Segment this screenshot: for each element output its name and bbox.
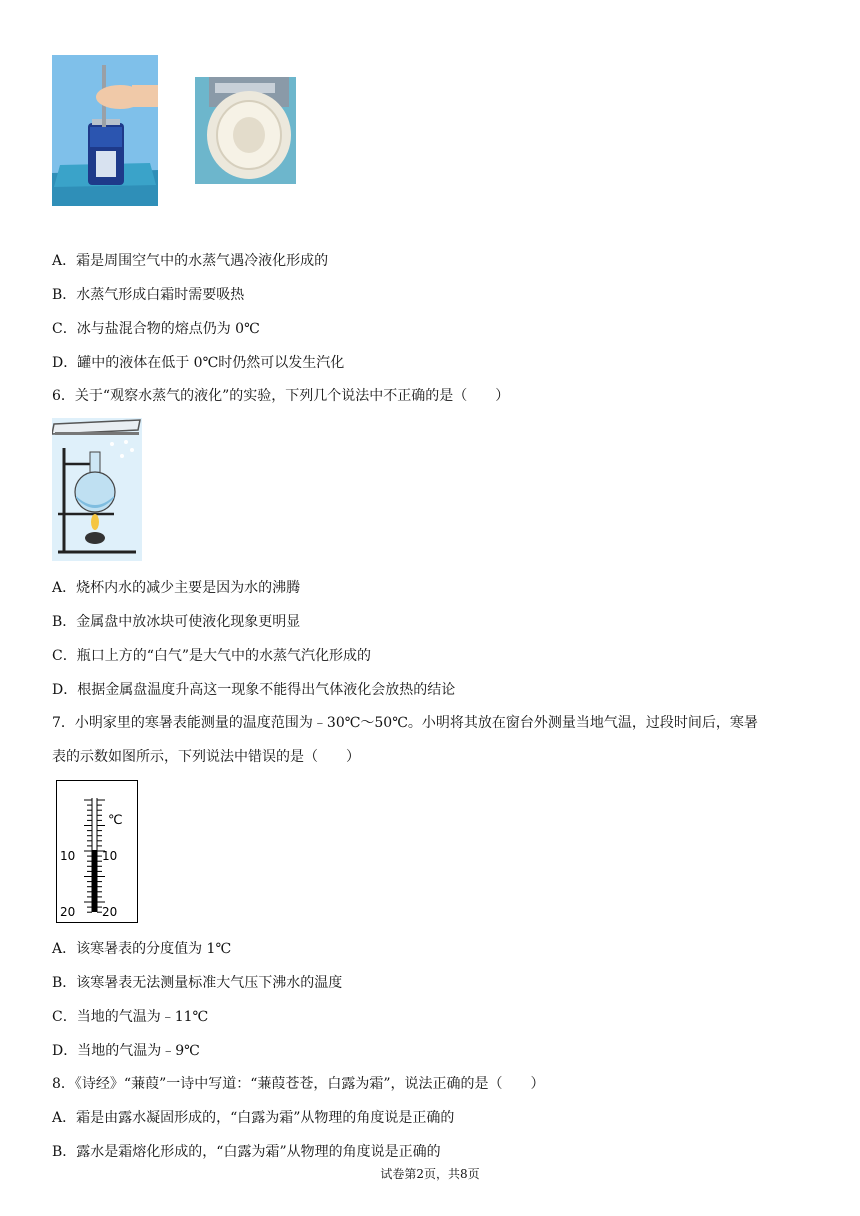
thermometer-label-20-right: 20 — [102, 905, 118, 919]
q5-option-b: B．水蒸气形成白霜时需要吸热 — [52, 287, 245, 303]
thermometer-label-10-left: 10 — [60, 849, 76, 863]
q7-stem-line1: 7．小明家里的寒暑表能测量的温度范围为﹣30℃～50℃。小明将其放在窗台外测量当地气温，过段时间后，寒暑 — [52, 715, 758, 731]
q7-option-c: C．当地的气温为﹣11℃ — [52, 1009, 209, 1025]
q5-option-d: D．罐中的液体在低于 0℃时仍然可以发生汽化 — [52, 355, 345, 371]
q8-stem: 8．《诗经》“蒹葭”一诗中写道：“蒹葭苍苍，白露为霜”，说法正确的是（ ） — [52, 1076, 545, 1092]
can-stirring-photo — [52, 55, 158, 206]
q6-stem: 6．关于“观察水蒸气的液化”的实验，下列几个说法中不正确的是（ ） — [52, 388, 510, 404]
q6-option-d: D．根据金属盘温度升高这一现象不能得出气体液化会放热的结论 — [52, 682, 456, 698]
thermometer-label-20-left: 20 — [60, 905, 76, 919]
page-footer: 试卷第2页，共8页 — [380, 1167, 480, 1181]
q6-option-b: B．金属盘中放冰块可使液化现象更明显 — [52, 614, 301, 630]
q6-option-c: C．瓶口上方的“白气”是大气中的水蒸气汽化形成的 — [52, 648, 372, 664]
thermometer-unit: ℃ — [108, 813, 123, 828]
q7-option-b: B．该寒暑表无法测量标准大气压下沸水的温度 — [52, 975, 343, 991]
q7-option-a: A．该寒暑表的分度值为 1℃ — [52, 941, 232, 957]
can-bottom-frost-photo — [195, 77, 296, 184]
thermometer-label-10-right: 10 — [102, 849, 118, 863]
q7-stem-line2: 表的示数如图所示，下列说法中错误的是（ ） — [52, 749, 360, 765]
q7-option-d: D．当地的气温为﹣9℃ — [52, 1043, 200, 1059]
q8-option-a: A．霜是由露水凝固形成的，“白露为霜”从物理的角度说是正确的 — [52, 1110, 455, 1126]
q5-option-c: C．冰与盐混合物的熔点仍为 0℃ — [52, 321, 260, 337]
thermometer-diagram — [56, 780, 138, 923]
water-vapor-liquefaction-diagram — [52, 418, 142, 561]
q8-option-b: B．露水是霜熔化形成的，“白露为霜”从物理的角度说是正确的 — [52, 1144, 441, 1160]
q6-option-a: A．烧杯内水的减少主要是因为水的沸腾 — [52, 580, 301, 596]
q5-option-a: A．霜是周围空气中的水蒸气遇冷液化形成的 — [52, 253, 329, 269]
